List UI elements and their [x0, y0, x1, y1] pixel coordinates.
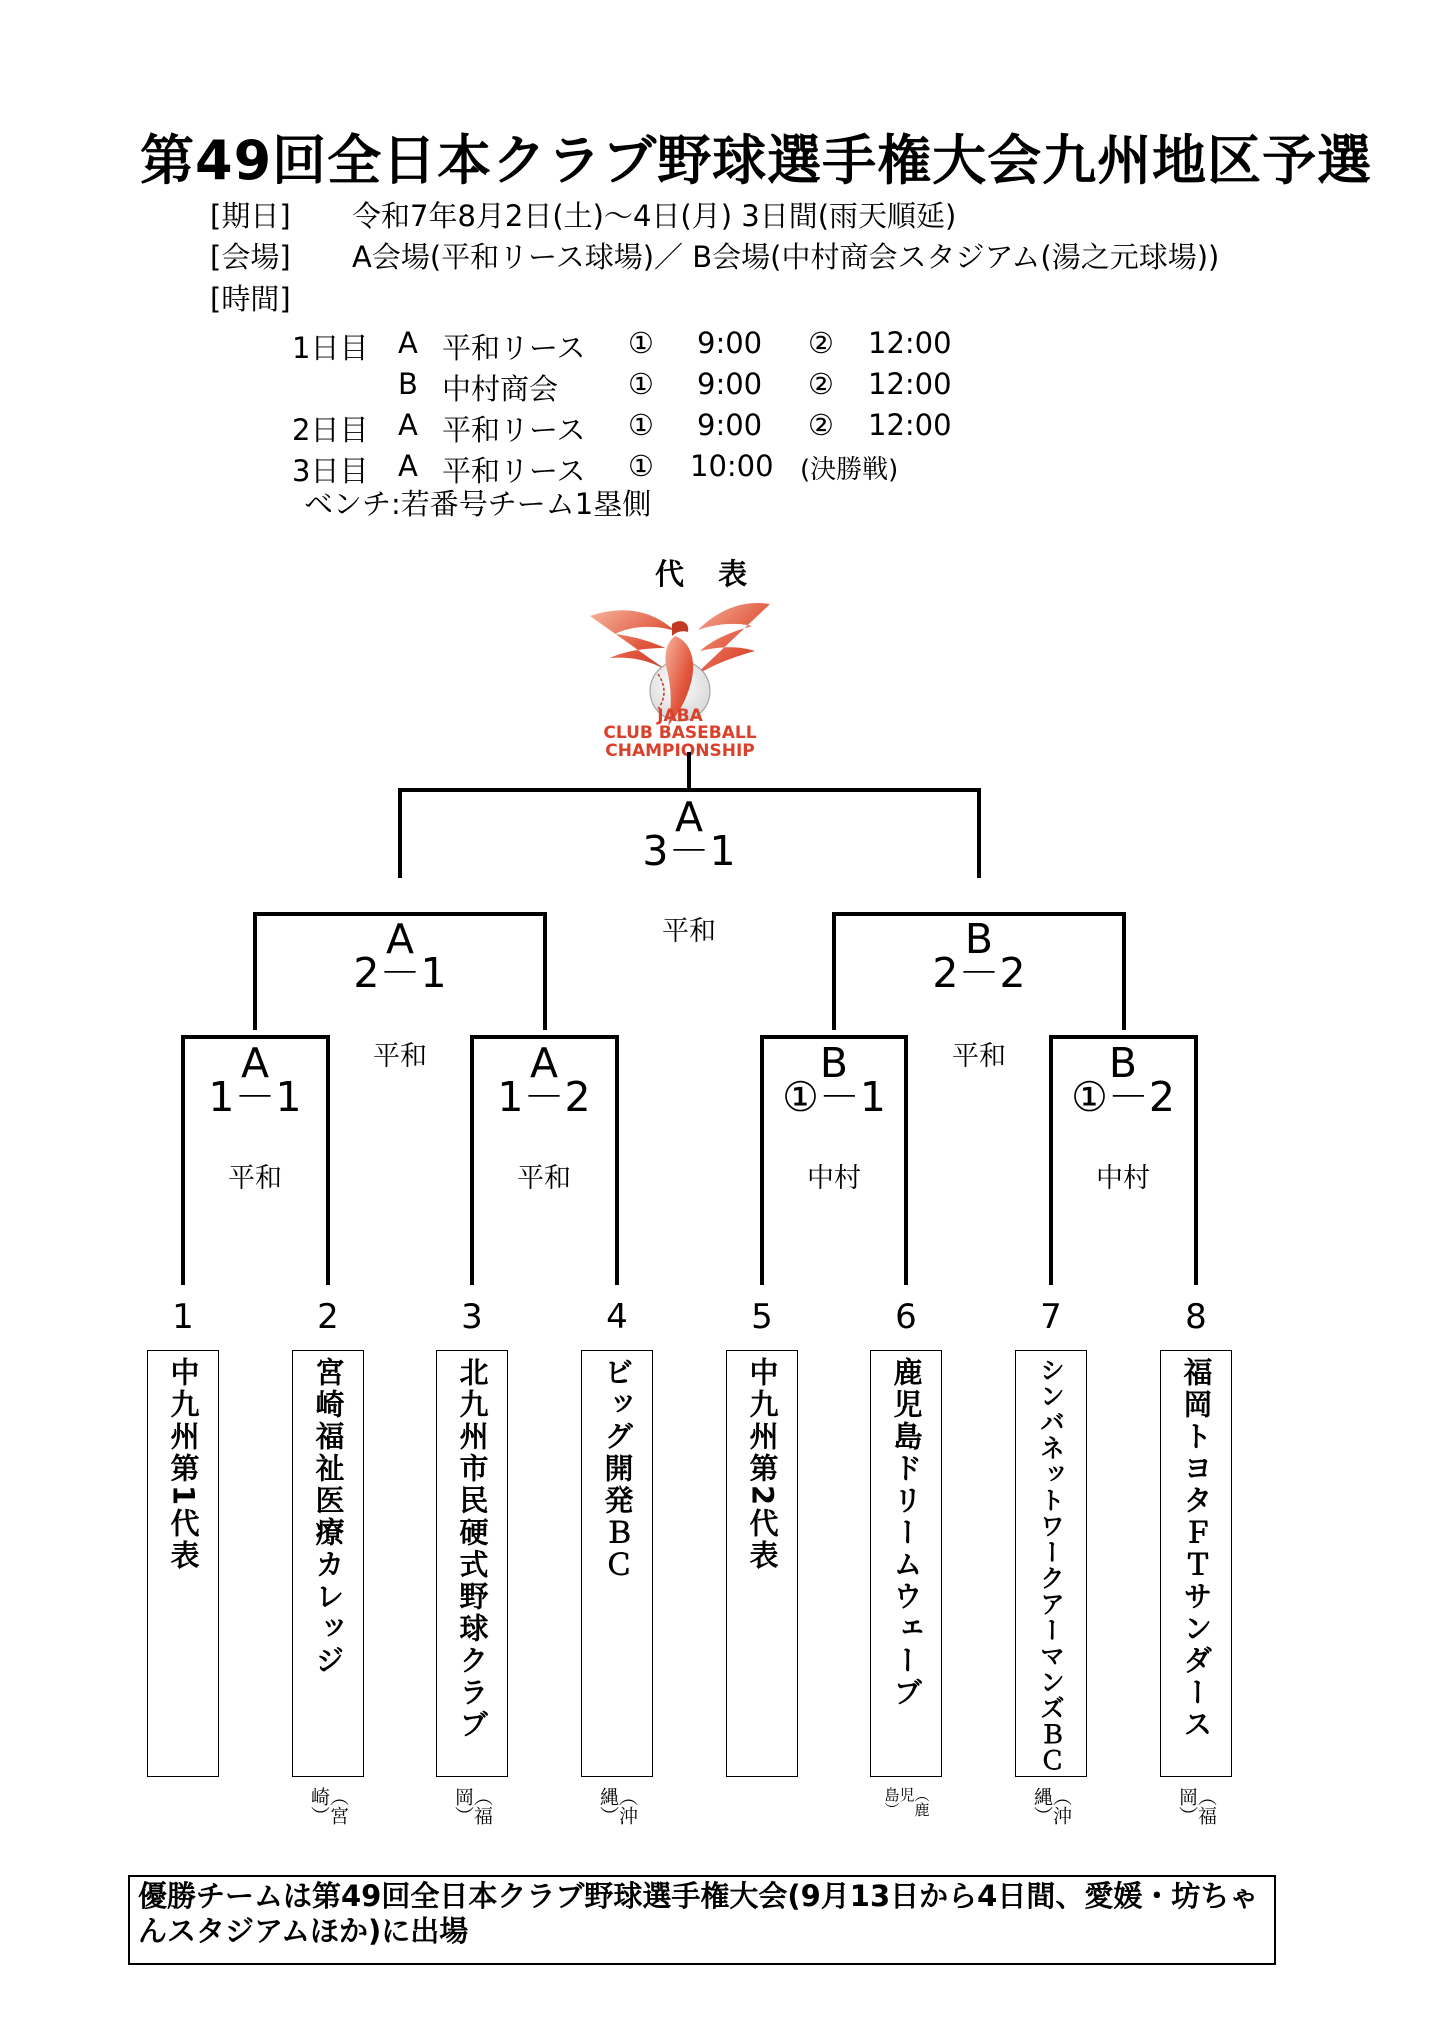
schedule-place: 平和リース [442, 331, 586, 365]
semi-venue: A [385, 915, 415, 963]
r1-place: 平和 [517, 1163, 571, 1194]
bench-note: ベンチ:若番号チーム1塁側 [304, 487, 652, 521]
schedule-day: 3日目 [292, 454, 369, 488]
team-name: 北九州市民硬式野球クラブ [455, 1357, 490, 1741]
venue-label: [会場] [210, 240, 291, 274]
final-score: 3－1 [642, 827, 736, 875]
r1-venue: A [240, 1039, 270, 1087]
r1-venue: B [819, 1039, 849, 1087]
semi-place: 平和 [373, 1041, 427, 1072]
seed-number: 8 [1185, 1297, 1207, 1337]
schedule-time2: 12:00 [868, 367, 952, 401]
schedule-day: 2日目 [292, 413, 369, 447]
schedule-place: 平和リース [442, 454, 586, 488]
final-place: 平和 [662, 916, 716, 947]
schedule-place: 平和リース [442, 413, 586, 447]
prefecture-text: （沖縄） [1031, 1787, 1072, 1825]
schedule-match2: (決勝戦) [800, 455, 899, 485]
semi-score: 2－1 [353, 949, 447, 997]
team-name: 鹿児島ドリームウェーブ [889, 1357, 924, 1709]
schedule-site: A [398, 449, 418, 483]
schedule-time2: 12:00 [868, 326, 952, 360]
seed-number: 3 [461, 1297, 483, 1337]
schedule-time1: 9:00 [697, 367, 763, 401]
schedule-match1: ① [628, 326, 654, 360]
schedule-site: B [398, 367, 418, 401]
seed-number: 2 [317, 1297, 339, 1337]
prefecture-text: （沖縄） [597, 1787, 638, 1825]
team-name: 福岡トヨタＦＴサンダース [1179, 1357, 1214, 1741]
time-label: [時間] [210, 282, 291, 316]
team-box [870, 1350, 942, 1777]
semi-place: 平和 [952, 1041, 1006, 1072]
final-venue: A [674, 793, 704, 841]
schedule-place: 中村商会 [442, 372, 559, 406]
logo-line-2: CLUB BASEBALL [603, 723, 757, 744]
team-box [726, 1350, 798, 1777]
r1-place: 平和 [228, 1163, 282, 1194]
schedule-site: A [398, 326, 418, 360]
date-value: 令和7年8月2日(土)～4日(月) 3日間(雨天順延) [352, 199, 957, 233]
seed-number: 6 [895, 1297, 917, 1337]
logo-line-1: JABA [657, 706, 703, 726]
representative-label: 代 表 [655, 557, 760, 591]
schedule-match2: ② [808, 326, 834, 360]
schedule-match1: ① [628, 367, 654, 401]
schedule-time2: 12:00 [868, 408, 952, 442]
team-box [1160, 1350, 1232, 1777]
schedule-time1: 10:00 [690, 449, 774, 483]
winner-note-text: 優勝チームは第49回全日本クラブ野球選手権大会(9月13日から4日間、愛媛・坊ちゃんスタジアムほか)に出場 [138, 1879, 1259, 1948]
prefecture-text: （福岡） [452, 1787, 493, 1825]
r1-place: 中村 [1096, 1163, 1150, 1194]
prefecture-text: （福岡） [1176, 1787, 1217, 1825]
seed-number: 5 [751, 1297, 773, 1337]
r1-venue: B [1108, 1039, 1138, 1087]
team-name: 中九州第2代表 [745, 1357, 780, 1573]
schedule-match1: ① [628, 449, 654, 483]
schedule-match2: ② [808, 367, 834, 401]
seed-number: 7 [1040, 1297, 1062, 1337]
team-box [581, 1350, 653, 1777]
seed-number: 4 [606, 1297, 628, 1337]
team-box [1015, 1350, 1087, 1777]
team-box [292, 1350, 364, 1777]
r1-score: ①－1 [782, 1073, 886, 1121]
schedule-day: 1日目 [292, 331, 369, 365]
schedule-match2: ② [808, 408, 834, 442]
r1-score: 1－1 [208, 1073, 302, 1121]
venue-value: A会場(平和リース球場)／ B会場(中村商会スタジアム(湯之元球場)) [352, 240, 1220, 274]
date-label: [期日] [210, 199, 291, 233]
team-box [147, 1350, 219, 1777]
r1-place: 中村 [807, 1163, 861, 1194]
r1-score: ①－2 [1071, 1073, 1175, 1121]
winner-note [128, 1875, 1276, 1965]
semi-score: 2－2 [932, 949, 1026, 997]
team-name: シンバネットワークアーマンズＢＣ [1036, 1357, 1066, 1773]
team-name: ビッグ開発ＢＣ [600, 1357, 635, 1581]
team-name: 宮崎福祉医療カレッジ [311, 1357, 346, 1677]
prefecture-text: （鹿児島） [882, 1787, 931, 1817]
team-name: 中九州第1代表 [166, 1357, 201, 1573]
semi-venue: B [964, 915, 994, 963]
schedule-time1: 9:00 [697, 326, 763, 360]
schedule-site: A [398, 408, 418, 442]
seed-number: 1 [172, 1297, 194, 1337]
team-box [436, 1350, 508, 1777]
page-title: 第49回全日本クラブ野球選手権大会九州地区予選 [140, 129, 1373, 192]
r1-score: 1－2 [497, 1073, 591, 1121]
schedule-match1: ① [628, 408, 654, 442]
logo-line-3: CHAMPIONSHIP [605, 740, 755, 761]
prefecture-text: （宮崎） [308, 1787, 349, 1825]
r1-venue: A [529, 1039, 559, 1087]
schedule-time1: 9:00 [697, 408, 763, 442]
